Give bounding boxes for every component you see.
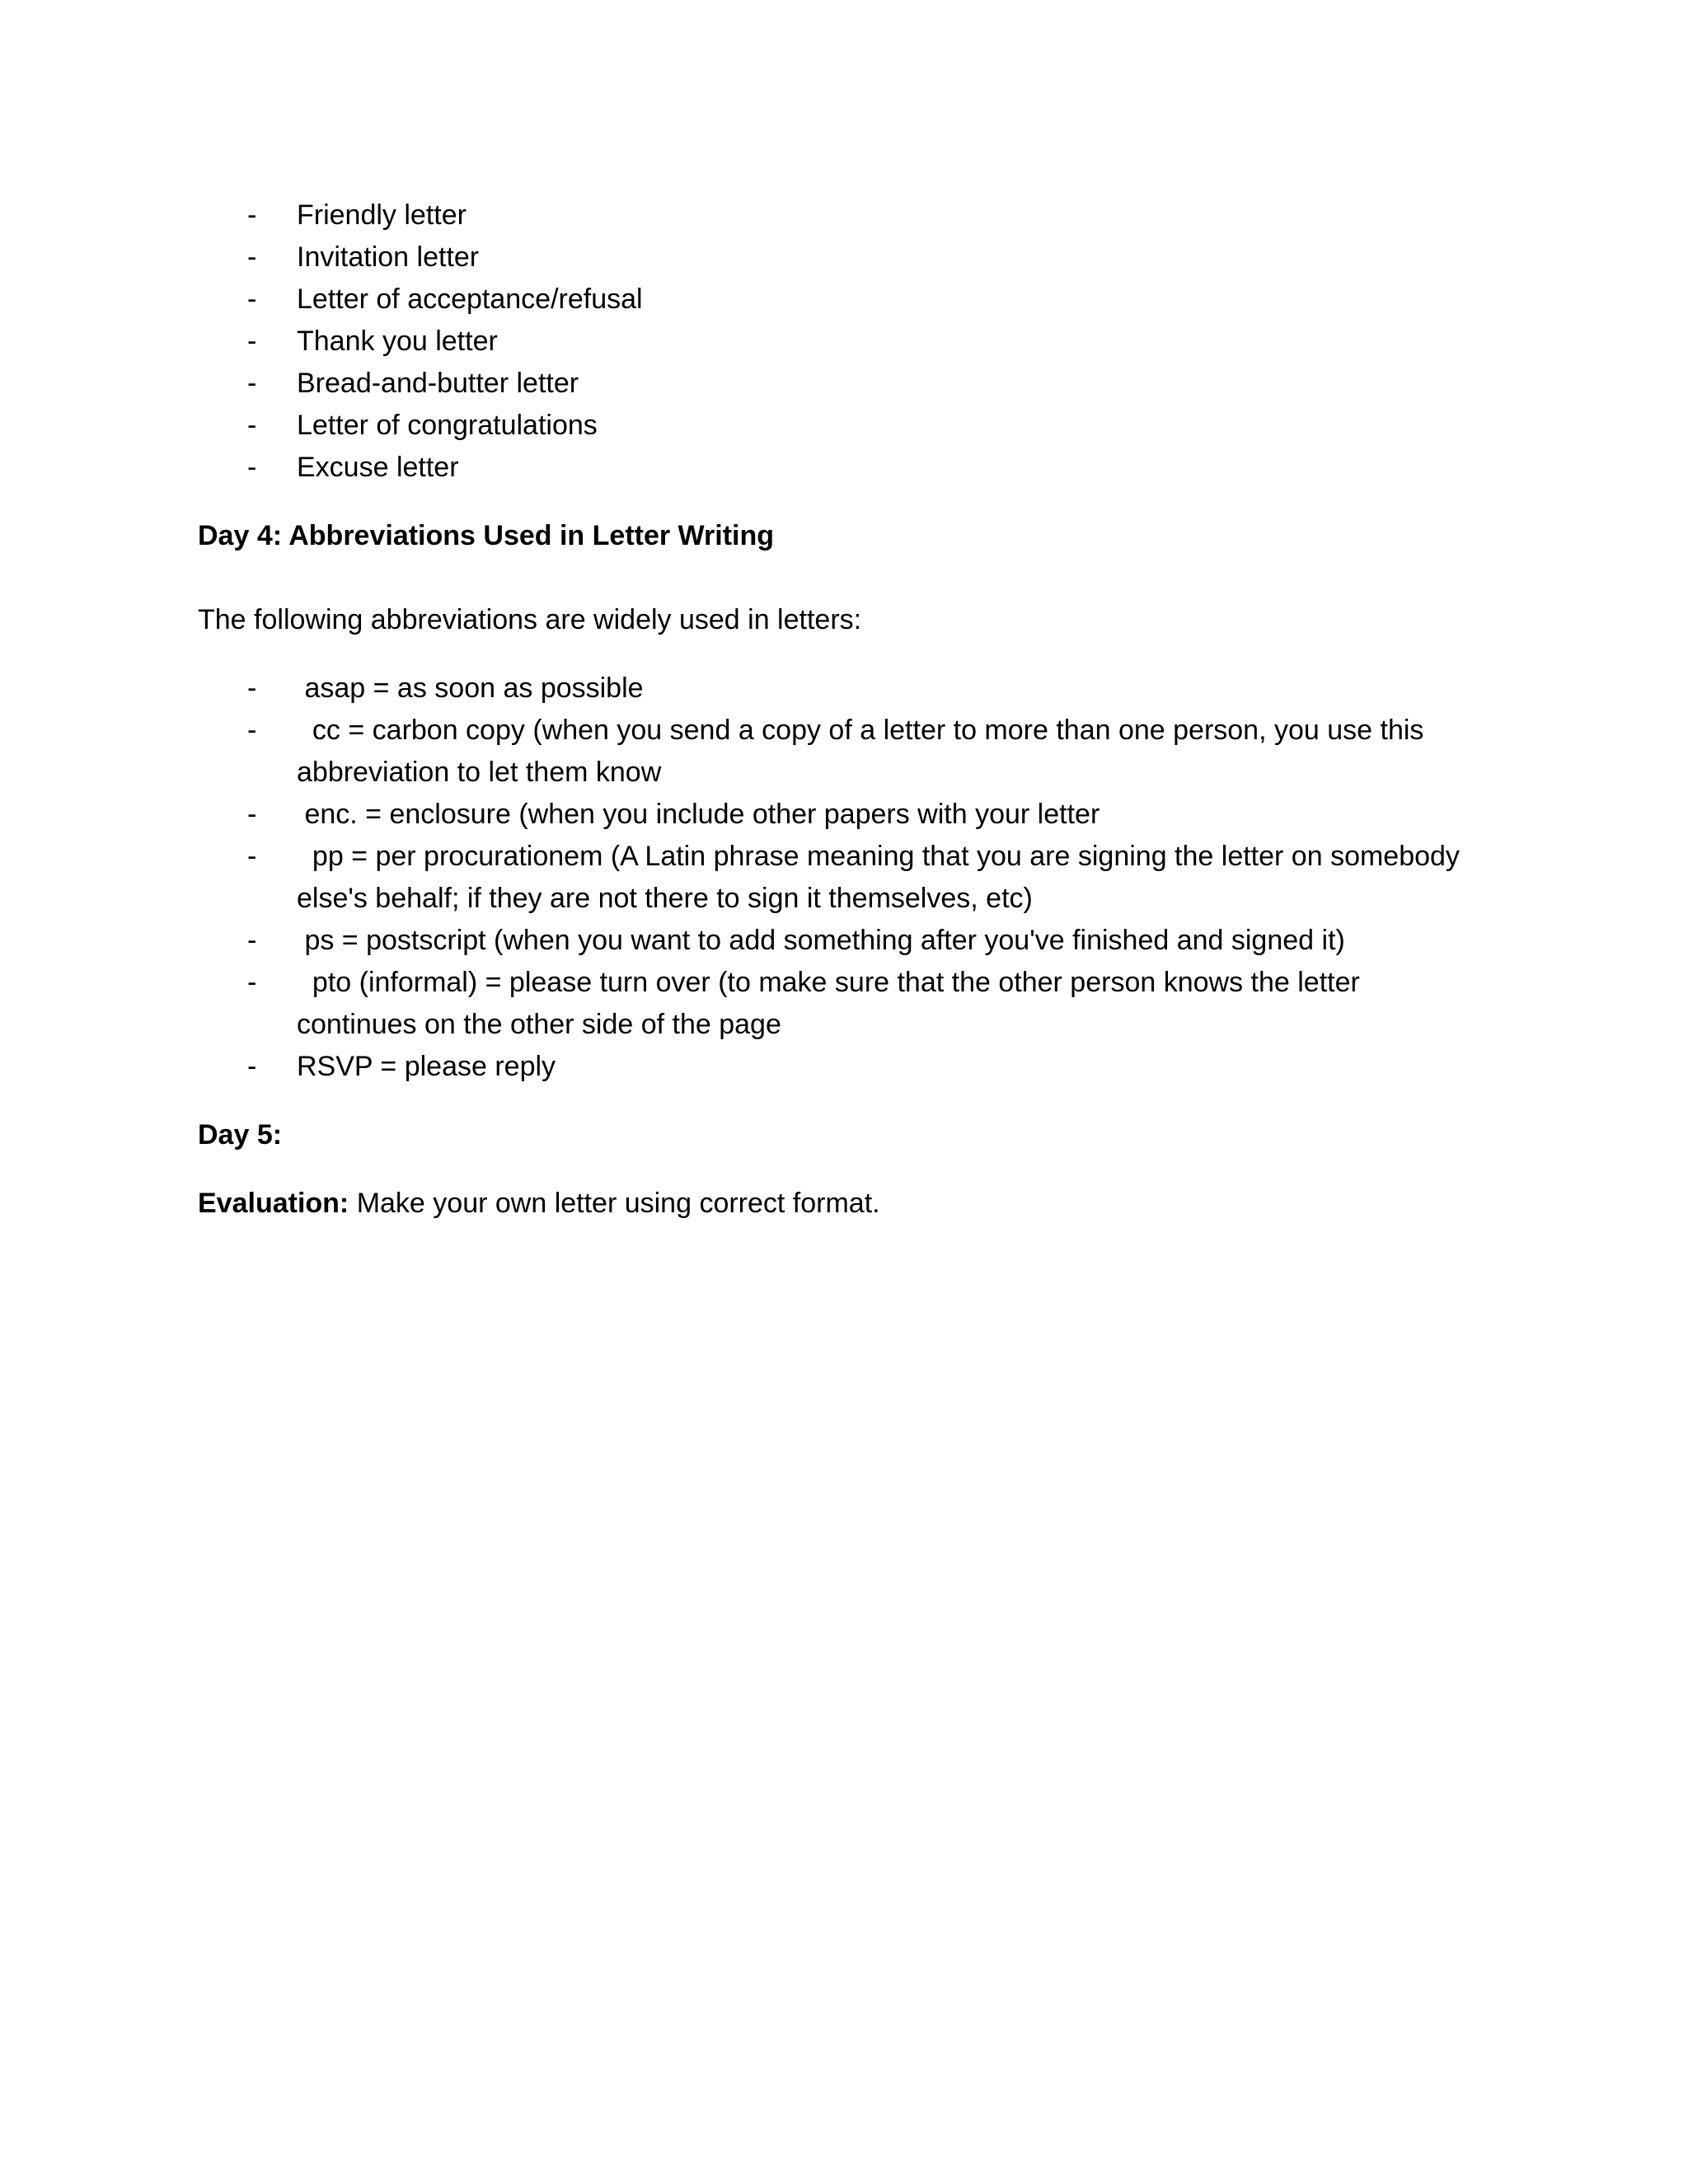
letter-types-list	[198, 194, 1484, 489]
dash-bullet: -	[247, 715, 257, 746]
dash-bullet: -	[247, 673, 257, 704]
list-item	[198, 836, 1484, 920]
list-item	[198, 447, 1484, 489]
abbreviations-list	[198, 668, 1484, 1088]
dash-bullet: -	[247, 1051, 257, 1082]
list-item-text: Friendly letter	[297, 199, 467, 231]
dash-bullet: -	[247, 241, 257, 273]
dash-bullet: -	[247, 967, 257, 998]
dash-bullet: -	[247, 368, 257, 399]
list-item-text: Letter of acceptance/refusal	[297, 284, 643, 315]
list-item-text: Invitation letter	[297, 241, 480, 273]
dash-bullet: -	[247, 199, 257, 231]
list-item-text: enc. = enclosure (when you include other papers with your letter	[297, 799, 1100, 830]
list-item-text: asap = as soon as possible	[297, 673, 644, 704]
list-item-text: Bread-and-butter letter	[297, 368, 579, 399]
dash-bullet: -	[247, 841, 257, 872]
evaluation-paragraph	[198, 1183, 1484, 1225]
list-item-text: cc = carbon copy (when you send a copy of a letter to more than one person, you use this abbreviation to let them know	[297, 715, 1432, 788]
document-page	[198, 194, 1484, 1225]
list-item	[198, 237, 1484, 279]
evaluation-label: Evaluation:	[198, 1188, 349, 1219]
dash-bullet: -	[247, 925, 257, 956]
dash-bullet: -	[247, 326, 257, 357]
list-item	[198, 710, 1484, 794]
list-item	[198, 794, 1484, 836]
list-item-text: RSVP = please reply	[297, 1051, 556, 1082]
list-item-text: pp = per procurationem (A Latin phrase meaning that you are signing the letter on somebody else's behalf; if they are not there to sign it themselves, etc)	[297, 841, 1468, 914]
list-item	[198, 1046, 1484, 1088]
day5-heading: Day 5:	[198, 1119, 283, 1151]
list-item	[198, 405, 1484, 447]
list-item	[198, 321, 1484, 363]
dash-bullet: -	[247, 452, 257, 483]
list-item	[198, 668, 1484, 710]
list-item	[198, 363, 1484, 405]
list-item	[198, 962, 1484, 1046]
list-item-text: Letter of congratulations	[297, 410, 598, 441]
day4-heading: Day 4: Abbreviations Used in Letter Writing	[198, 520, 775, 551]
list-item	[198, 920, 1484, 962]
list-item-text: ps = postscript (when you want to add something after you've finished and signed it)	[297, 925, 1345, 956]
day4-intro: The following abbreviations are widely used in letters:	[198, 604, 862, 635]
dash-bullet: -	[247, 284, 257, 315]
dash-bullet: -	[247, 799, 257, 830]
list-item-text: Excuse letter	[297, 452, 459, 483]
dash-bullet: -	[247, 410, 257, 441]
list-item-text: pto (informal) = please turn over (to make sure that the other person knows the letter continues on the other side of the page	[297, 967, 1368, 1040]
evaluation-text: Make your own letter using correct format.	[349, 1188, 880, 1219]
list-item	[198, 194, 1484, 237]
list-item	[198, 279, 1484, 321]
list-item-text: Thank you letter	[297, 326, 498, 357]
